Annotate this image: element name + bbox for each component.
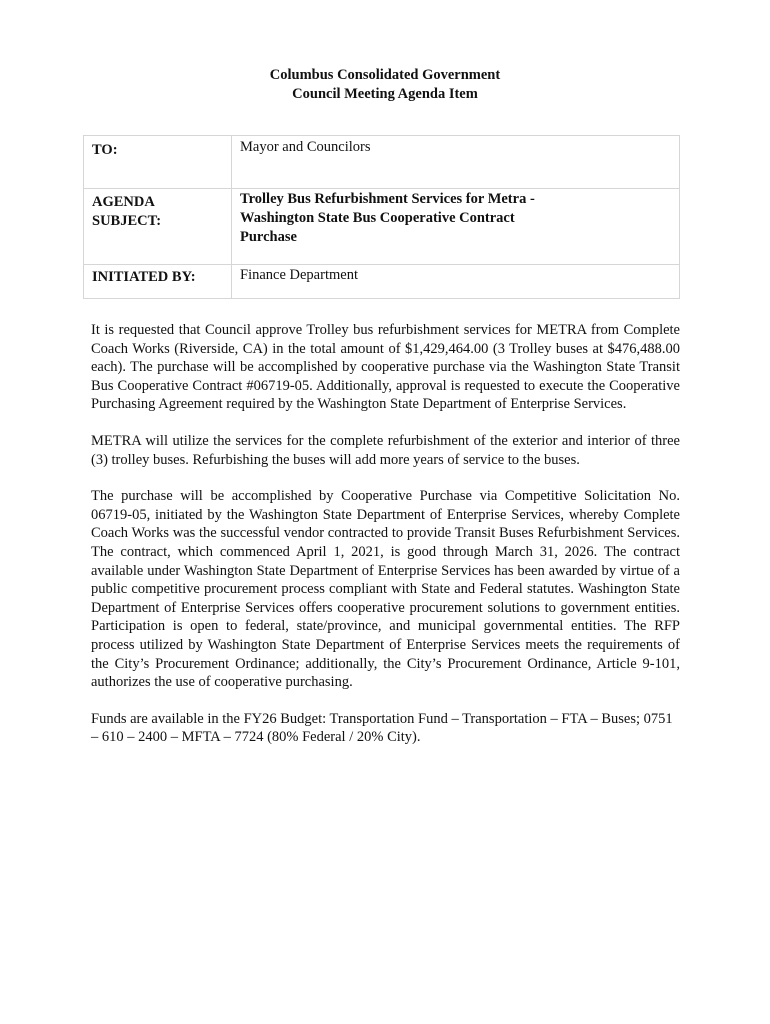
agenda-info-table [83,135,680,299]
subject-label [84,189,232,265]
subject-row [84,189,680,265]
initiated-by-row [84,265,680,299]
to-label: TO: [84,136,232,189]
paragraph-funding: Funds are available in the FY26 Budget: Transportation Fund – Transportation – FTA – Buses; 0751 – 610 – 2400 – MFTA – 7724 (80% Federal / 20% City). [91,710,673,746]
initiated-by-value: Finance Department [232,265,680,299]
document-body [91,321,680,765]
subject-value [232,189,680,265]
subject-label-line-1: AGENDA [92,194,155,210]
to-row [84,136,680,189]
subject-line-1: Trolley Bus Refurbishment Services for Metra - [240,191,535,207]
paragraph-request: It is requested that Council approve Trolley bus refurbishment services for METRA from Complete Coach Works (Riverside, CA) in the total amount of $1,429,464.00 (3 Trolley buses at $476,488.00 each). The purchase will be accomplished by cooperative purchase via the Washington State Transit Bus Cooperative Contract #06719-05. Additionally, approval is requested to execute the Cooperative Purchasing Agreement required by the Washington State Department of Enterprise Services. [91,322,680,413]
subject-line-3: Purchase [240,229,297,245]
document-header [0,66,770,104]
header-document-type: Council Meeting Agenda Item [292,86,478,102]
paragraph-procurement: The purchase will be accomplished by Cooperative Purchase via Competitive Solicitation No. 06719-05, initiated by the Washington State Department of Enterprise Services, whereby Complete Coach Works was the successful vendor contracted to provide Transit Buses Refurbishment Services. The contract, which commenced April 1, 2021, is good through March 31, 2026. The contract available under Washington State Department of Enterprise Services has been awarded by virtue of a public competitive procurement process compliant with State and Federal statutes. Washington State Department of Enterprise Services offers cooperative procurement solutions to government entities. Participation is open to federal, state/province, and municipal governmental entities. The RFP process utilized by Washington State Department of Enterprise Services meets the requirements of the City’s Procurement Ordinance; additionally, the City’s Procurement Ordinance, Article 9-101, authorizes the use of cooperative purchasing. [91,488,680,691]
header-organization: Columbus Consolidated Government [269,67,501,83]
to-value: Mayor and Councilors [232,136,680,189]
subject-line-2: Washington State Bus Cooperative Contract [240,210,515,226]
subject-label-line-2: SUBJECT: [92,213,162,229]
initiated-by-label: INITIATED BY: [84,265,232,299]
paragraph-utilization: METRA will utilize the services for the complete refurbishment of the exterior and interior of three (3) trolley buses. Refurbishing the buses will add more years of service to the buses. [91,432,680,468]
